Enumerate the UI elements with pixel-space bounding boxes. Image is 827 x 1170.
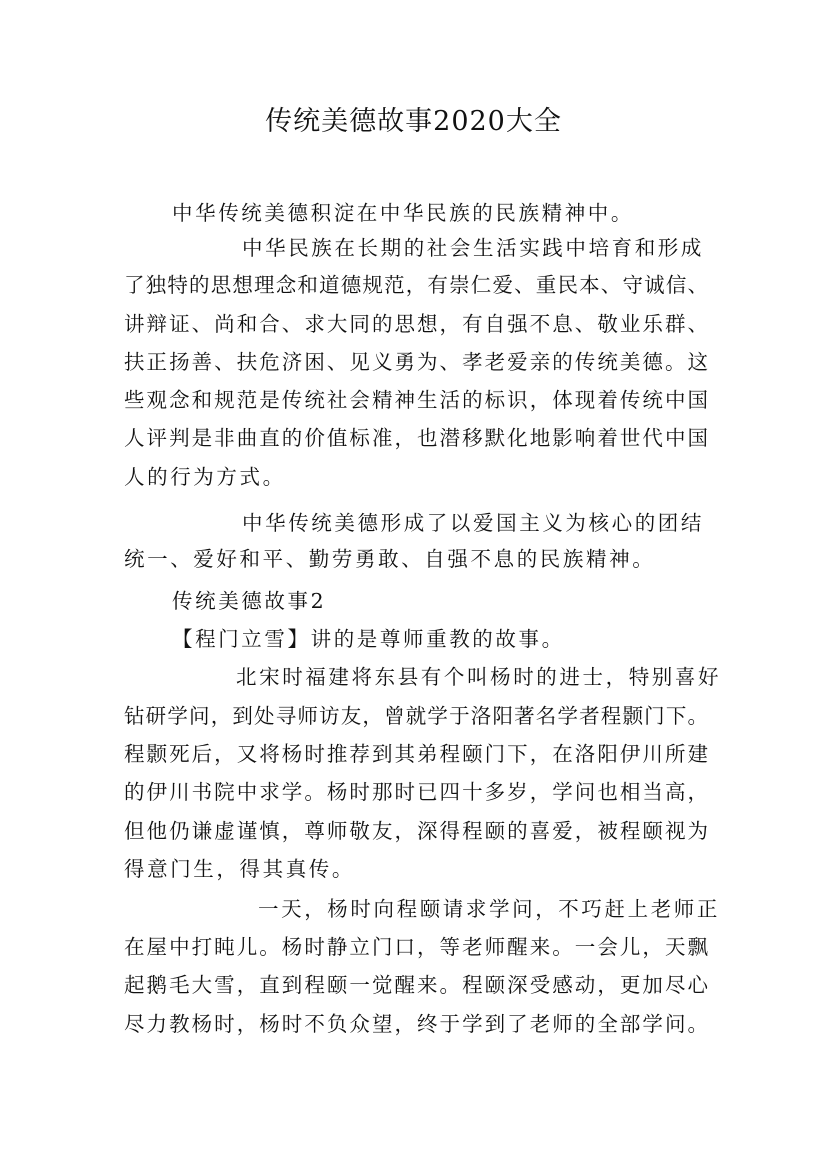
paragraph-line: 讲辩证、尚和合、求大同的思想，有自强不息、敬业乐群、	[124, 312, 708, 336]
paragraph-line: 中华传统美德形成了以爱国主义为核心的团结	[242, 511, 704, 535]
paragraph-line: 尽力教杨时，杨时不负众望，终于学到了老师的全部学问。	[124, 1012, 708, 1036]
paragraph-line: 得意门生，得其真传。	[124, 857, 355, 881]
paragraph-line: 些观念和规范是传统社会精神生活的标识，体现着传统中国	[124, 388, 708, 412]
paragraph-line: 了独特的思想理念和道德规范，有崇仁爱、重民本、守诚信、	[124, 273, 708, 297]
paragraph-line: 钻研学问，到处寻师访友，曾就学于洛阳著名学者程颢门下。	[124, 704, 708, 728]
paragraph-line: 程颢死后，又将杨时推荐到其弟程颐门下，在洛阳伊川所建	[124, 742, 708, 766]
paragraph-line: 起鹅毛大雪，直到程颐一觉醒来。程颐深受感动，更加尽心	[124, 973, 708, 997]
document-title: 传统美德故事2020大全	[265, 106, 562, 137]
paragraph-line: 【程门立雪】讲的是尊师重教的故事。	[172, 627, 565, 651]
paragraph-line: 北宋时福建将东县有个叫杨时的进士，特别喜好	[236, 665, 722, 689]
paragraph-line: 的伊川书院中求学。杨时那时已四十多岁，学问也相当高，	[124, 780, 708, 804]
paragraph-line: 统一、爱好和平、勤劳勇敢、自强不息的民族精神。	[124, 547, 656, 571]
paragraph-line: 扶正扬善、扶危济困、见义勇为、孝老爱亲的传统美德。这	[124, 350, 708, 374]
paragraph-line: 在屋中打盹儿。杨时静立门口，等老师醒来。一会儿，天飘	[124, 935, 708, 959]
paragraph-line: 但他仍谦虚谨慎，尊师敬友，深得程颐的喜爱，被程颐视为	[124, 819, 708, 843]
paragraph-line: 人的行为方式。	[124, 465, 286, 489]
paragraph-line: 中华传统美德积淀在中华民族的民族精神中。	[172, 201, 634, 225]
paragraph-line: 一天，杨时向程颐请求学问，不巧赶上老师正	[258, 897, 720, 921]
paragraph-line: 中华民族在长期的社会生活实践中培育和形成	[242, 236, 704, 260]
paragraph-line: 人评判是非曲直的价值标准，也潜移默化地影响着世代中国	[124, 426, 708, 450]
section-heading: 传统美德故事2	[172, 589, 327, 613]
